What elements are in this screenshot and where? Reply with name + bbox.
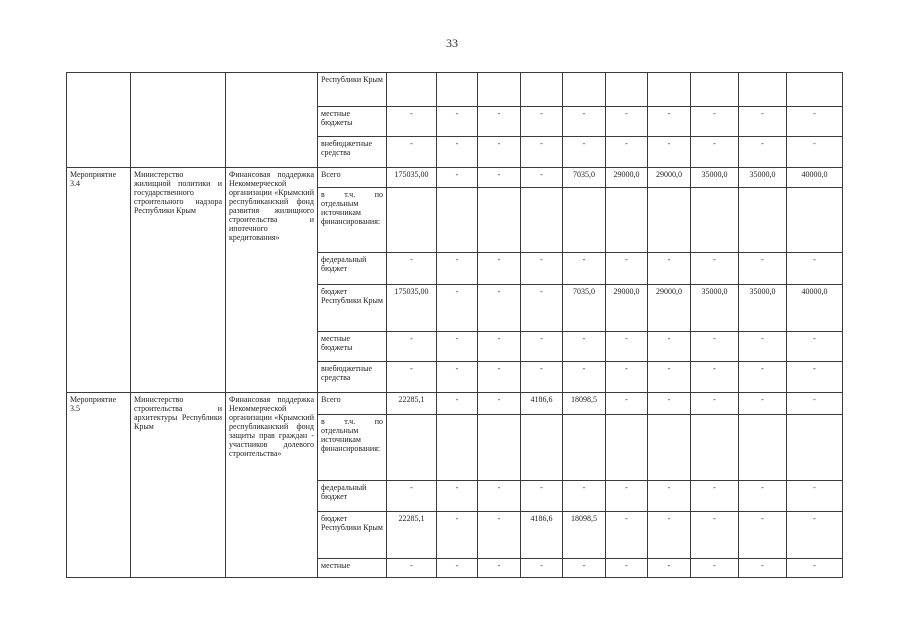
value-cell: - [787,332,843,362]
value-cell: - [691,137,739,168]
value-cell: - [478,137,521,168]
value-cell: 4186,6 [521,393,563,415]
value-cell: - [521,362,563,393]
value-cell: - [478,107,521,137]
value-cell [739,188,787,253]
value-cell [478,188,521,253]
value-cell [478,73,521,107]
value-cell: - [691,559,739,578]
value-cell: - [563,362,606,393]
source-cell: в т.ч. по отдельным источникам финансирования: [318,188,387,253]
value-cell [563,73,606,107]
value-cell: - [648,393,691,415]
value-cell: - [739,137,787,168]
value-cell: 7035,0 [563,285,606,332]
value-cell: - [739,253,787,285]
executor-cell: Министерство строительства и архитектуры Республики Крым [131,393,226,578]
value-cell [437,415,478,481]
value-cell: - [739,332,787,362]
value-cell: - [478,481,521,512]
value-cell: 7035,0 [563,168,606,188]
value-cell [787,73,843,107]
value-cell [691,73,739,107]
value-cell [437,188,478,253]
value-cell: 4186,6 [521,512,563,559]
description-cell [226,73,318,168]
measure-name: Мероприятие 3.4 [67,168,131,393]
value-cell [521,415,563,481]
source-cell: в т.ч. по отдельным источникам финансирования: [318,415,387,481]
source-cell: местные бюджеты [318,107,387,137]
value-cell: - [648,137,691,168]
value-cell: - [521,332,563,362]
value-cell: - [521,253,563,285]
value-cell [787,188,843,253]
value-cell: - [787,362,843,393]
value-cell: - [691,512,739,559]
source-cell: местные бюджеты [318,332,387,362]
value-cell: - [521,168,563,188]
value-cell [787,415,843,481]
value-cell: - [387,107,437,137]
value-cell [739,415,787,481]
description-cell: Финансовая поддержка Некоммерческой организации «Крымский республиканский фонд развития жилищного строительства и ипотечного кредитования» [226,168,318,393]
value-cell: - [437,107,478,137]
value-cell: - [691,393,739,415]
value-cell: 22285,1 [387,512,437,559]
source-cell: Республики Крым [318,73,387,107]
value-cell: - [648,253,691,285]
page-number: 33 [446,36,458,50]
value-cell: - [563,253,606,285]
value-cell [478,415,521,481]
value-cell: - [478,362,521,393]
value-cell: - [563,559,606,578]
value-cell: - [387,332,437,362]
value-cell: - [648,481,691,512]
value-cell: - [387,137,437,168]
value-cell: - [648,559,691,578]
value-cell: - [563,137,606,168]
value-cell: - [521,481,563,512]
value-cell: 35000,0 [739,285,787,332]
value-cell: - [437,332,478,362]
value-cell [606,415,648,481]
value-cell: - [437,253,478,285]
value-cell [691,188,739,253]
measure-cell [67,73,131,168]
value-cell: - [787,481,843,512]
value-cell: - [387,481,437,512]
value-cell [739,73,787,107]
source-cell: бюджет Республики Крым [318,512,387,559]
value-cell: 35000,0 [739,168,787,188]
value-cell: - [691,107,739,137]
value-cell [606,188,648,253]
value-cell: - [739,481,787,512]
value-cell: - [606,253,648,285]
value-cell [691,415,739,481]
description-cell: Финансовая поддержка Некоммерческой организации «Крымский республиканский фонд защиты прав граждан - участников долевого строительства» [226,393,318,578]
value-cell: - [606,137,648,168]
value-cell [521,188,563,253]
value-cell: - [478,332,521,362]
value-cell: - [437,168,478,188]
value-cell: - [478,393,521,415]
value-cell: - [563,107,606,137]
table-row [67,168,843,188]
value-cell: 175035,00 [387,285,437,332]
value-cell: - [606,559,648,578]
value-cell: - [691,362,739,393]
value-cell: - [437,559,478,578]
value-cell: - [787,107,843,137]
value-cell: - [787,559,843,578]
value-cell: 35000,0 [691,168,739,188]
value-cell [563,188,606,253]
value-cell: - [648,362,691,393]
value-cell: - [648,512,691,559]
value-cell: - [691,253,739,285]
value-cell: - [648,332,691,362]
value-cell: - [691,332,739,362]
value-cell: - [521,559,563,578]
source-cell: федеральный бюджет [318,253,387,285]
value-cell: - [606,512,648,559]
value-cell: - [437,512,478,559]
value-cell: - [521,137,563,168]
value-cell: - [387,362,437,393]
value-cell: - [739,512,787,559]
value-cell: - [521,107,563,137]
value-cell [387,415,437,481]
value-cell: - [437,362,478,393]
value-cell: - [739,393,787,415]
source-cell: внебюджетные средства [318,362,387,393]
value-cell: - [606,393,648,415]
source-cell: внебюджетные средства [318,137,387,168]
value-cell: - [787,253,843,285]
value-cell: - [606,481,648,512]
value-cell [648,415,691,481]
value-cell: - [478,559,521,578]
table-row [67,393,843,415]
value-cell: 40000,0 [787,285,843,332]
source-cell: бюджет Республики Крым [318,285,387,332]
value-cell: - [478,253,521,285]
value-cell: - [787,393,843,415]
value-cell: - [563,332,606,362]
value-cell [387,73,437,107]
value-cell: - [387,253,437,285]
value-cell: - [739,559,787,578]
value-cell: - [437,137,478,168]
value-cell: - [437,285,478,332]
executor-cell [131,73,226,168]
source-cell: местные [318,559,387,578]
value-cell [521,73,563,107]
value-cell: - [787,137,843,168]
value-cell: - [387,559,437,578]
value-cell: 29000,0 [606,285,648,332]
value-cell: 29000,0 [648,168,691,188]
value-cell: 29000,0 [648,285,691,332]
value-cell: 40000,0 [787,168,843,188]
value-cell [606,73,648,107]
value-cell: - [437,393,478,415]
value-cell: - [478,168,521,188]
source-cell: федеральный бюджет [318,481,387,512]
value-cell: - [606,107,648,137]
value-cell: - [478,285,521,332]
value-cell: - [521,285,563,332]
value-cell: - [787,512,843,559]
value-cell [387,188,437,253]
table-row [67,73,843,107]
value-cell [437,73,478,107]
value-cell: - [437,481,478,512]
value-cell: 175035,00 [387,168,437,188]
value-cell: - [478,512,521,559]
value-cell [563,415,606,481]
value-cell: 22285,1 [387,393,437,415]
value-cell: 18098,5 [563,393,606,415]
value-cell [648,73,691,107]
value-cell [648,188,691,253]
value-cell: - [563,481,606,512]
value-cell: 29000,0 [606,168,648,188]
value-cell: - [648,107,691,137]
measure-name: Мероприятие 3.5 [67,393,131,578]
source-cell: Всего [318,393,387,415]
value-cell: - [739,362,787,393]
value-cell: - [606,362,648,393]
value-cell: 18098,5 [563,512,606,559]
funding-table [66,72,843,578]
value-cell: - [739,107,787,137]
executor-cell: Министерство жилищной политики и государственного строительного надзора Республики Крым [131,168,226,393]
value-cell: - [691,481,739,512]
value-cell: - [606,332,648,362]
value-cell: 35000,0 [691,285,739,332]
source-cell: Всего [318,168,387,188]
